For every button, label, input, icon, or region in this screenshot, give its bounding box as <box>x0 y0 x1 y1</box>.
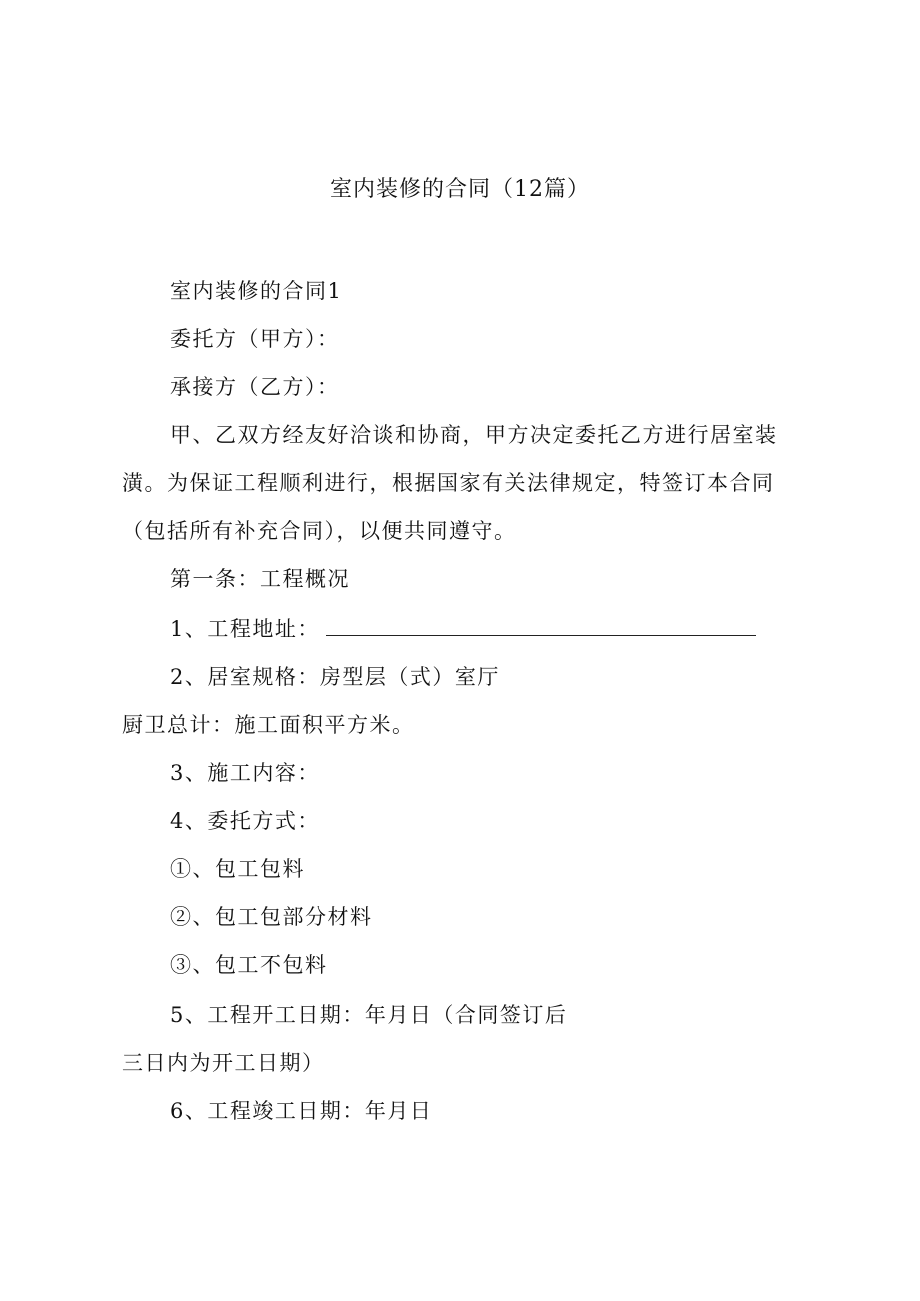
intro-paragraph-line-1: 甲、乙双方经友好洽谈和协商，甲方决定委托乙方进行居室装 <box>170 423 778 447</box>
item-2-line-1: 2、居室规格：房型层（式）室厅 <box>170 665 500 689</box>
intro-paragraph-line-2: 潢。为保证工程顺利进行，根据国家有关法律规定，特签订本合同 <box>122 471 775 495</box>
article-1-heading: 第一条：工程概况 <box>170 567 350 591</box>
item-5-line-2: 三日内为开工日期） <box>122 1051 325 1075</box>
item-4-method: 4、委托方式： <box>170 809 320 833</box>
item-1-label: 1、工程地址： <box>170 617 320 641</box>
item-6-completion: 6、工程竣工日期：年月日 <box>170 1099 433 1123</box>
party-a-line: 委托方（甲方）： <box>170 327 340 351</box>
item-1-address <box>170 614 850 644</box>
option-1: ①、包工包料 <box>170 857 305 881</box>
intro-paragraph-line-3: （包括所有补充合同），以便共同遵守。 <box>122 519 517 543</box>
option-2: ②、包工包部分材料 <box>170 905 373 929</box>
item-2-line-2: 厨卫总计：施工面积平方米。 <box>122 713 415 737</box>
option-3: ③、包工不包料 <box>170 953 328 977</box>
item-3-content: 3、施工内容： <box>170 761 320 785</box>
document-title: 室内装修的合同（12篇） <box>330 177 590 202</box>
contract-subtitle: 室内装修的合同1 <box>170 279 343 303</box>
item-5-line-1: 5、工程开工日期：年月日（合同签订后 <box>170 1003 568 1027</box>
party-b-line: 承接方（乙方）： <box>170 375 340 399</box>
address-blank-underline <box>326 615 756 636</box>
